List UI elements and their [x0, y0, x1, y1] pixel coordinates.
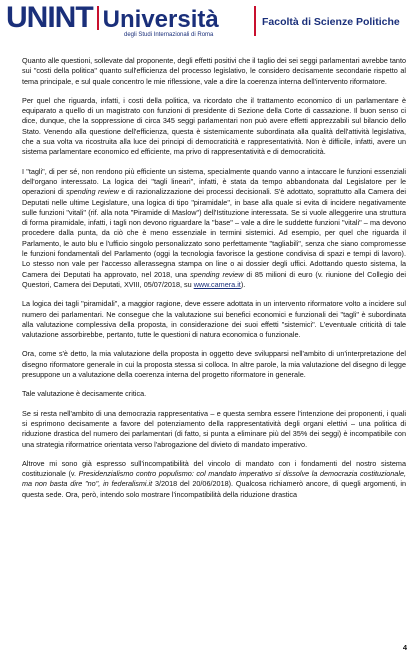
logo-separator [97, 6, 99, 30]
paragraph-3-part-1: I "tagli", di per sé, non rendono più efficiente un sistema, specialmente quando vanno a intaccare le funzioni essenziali dell'organo interessato. La logica dei "tagli lineari", infatti, è stata da tempo abbandonata dal Legislatore per le operazioni di [22, 166, 406, 197]
faculty-name: Facoltà di Scienze Politiche [262, 16, 400, 28]
logo-univ-text: Università [102, 6, 219, 33]
paragraph-8-part-1: Altrove mi sono già espresso sull'incompatibilità del vincolo di mandato con i fondamenti del nostro sistema costituzionale (v. [22, 458, 406, 479]
paragraph-2: Per quel che riguarda, infatti, i costi della politica, va ricordato che il trattamento economico di un parlamentare è equiparato a quello di un magistrato con funzioni di presidente di Sezione della Corte di cassazione. Il buon senso ci dice, dunque, che la soppressione di circa 345 seggi parlamentari non può avere effetti apprezzabili sul bilancio dello Stato. Venendo alla questione dell'efficienza, questa è sistemicamente subordinata alla qualità dell'attività legislativa, che a sua volta va ricostruita alla luce dei principi di democraticità e rappresentatività. Non è difficile, infatti, avere un sistema parlamentare economico ed efficiente, ma privo di rappresentatività e di democraticità. [22, 95, 406, 157]
paragraph-4: La logica dei tagli "piramidali", a maggior ragione, deve essere adottata in un intervento riformatore volto a incidere sul numero dei parlamentari. Ne consegue che la valutazione sui benefici economici e funzionali dei "tagli" è subordinata alla valutazione complessiva della proposta, in considerazione dei suoi effetti "sistemici". L'eventuale criticità di tale valutazione assorbirebbe, pertanto, tutte le questioni di natura economica o funzionale. [22, 299, 406, 340]
citation-title: Presidenzialismo contro populismo: col mandato imperativo si dissolve la democrazia costituzionale, ma non basta dire "no", in federalismi.it [22, 469, 406, 489]
paragraph-3-part-3: di 85 milioni di euro (v. riunione del Collegio dei Questori, Camera dei Deputati, XVIII, 05/07/2018, su [22, 269, 406, 289]
page-number: 4 [402, 643, 407, 652]
italic-term: spending review [190, 269, 244, 279]
header-divider [254, 6, 256, 36]
camera-link[interactable]: www.camera.it [193, 279, 241, 289]
paragraph-6: Tale valutazione è decisamente critica. [22, 389, 147, 399]
document-body [22, 56, 406, 509]
paragraph-3 [22, 167, 406, 291]
paragraph-7: Se si resta nell'ambito di una democrazia rappresentativa – e questa sembra essere l'intenzione dei proponenti, i quali si esprimono decisamente a favore del potenziamento della rappresentatività degli organi elettivi – una politica di riduzione drastica del numero dei parlamentari (di fatto, si punta a eliminare più del 35% dei seggi) è incompatibile con una strategia riformatrice orientata verso l'abrogazione del divieto di mandato imperativo. [22, 408, 406, 449]
paragraph-8 [22, 459, 406, 500]
paragraph-8-part-2: 3/2018 del 20/06/2018). Qualcosa richiamerò ancore, di quegli argomenti, in questa sede. Ora, però, intendo solo mostrare l'incompatibilità della riduzione drastica [22, 479, 407, 499]
paragraph-5: Ora, come s'è detto, la mia valutazione della proposta in oggetto deve svilupparsi nell'ambito di un'interpretazione del disegno riformatore generale in cui la proposta stessa si colloca. In altre parole, la mia valutazione del disegno di legge presuppone un a valutazione della coerenza interna del progetto riformatore in generale. [22, 349, 406, 380]
logo-subtitle: degli Studi Internazionali di Roma [124, 32, 214, 38]
unint-logo [6, 2, 254, 44]
paragraph-3-part-4: ). [240, 279, 246, 289]
paragraph-3-part-2: e di razionalizzazione dei processi decisionali. S'è adottato, soprattutto alla Camera dei Deputati nelle ultime Legislature, una logica di tipo "piramidale", in base alla quale si evita di incidere negativamente sulle funzioni "vitali" (rif. alla nota "Piramide di Maslow") dell'Istituzione interessata. Se si vuole alleggerire una struttura di forma piramidale, infatti, i tagli non devono riguardare la "base" – vale a dire le suddette funzioni "vitali" – ma devono procedere dalla punta, da ciò che è meno essenziale in termini sistemici. Ad esempio, per quel che riguarda il Parlamento, le auto blu e l'ufficio singolo personalizzato sono perfettamente "tagliabili", senza che siano compromesse le funzioni fondamentali del Parlamento (oggi la tecnologia favorisce la gestione condivisa di spazi e tempi di lavoro). Lo stesso non vale per l'accesso allerassegna stampa on line o ai dossier degli uffici. Adottando questo sistema, la Camera dei Deputati ha approvato, nel 2018, una [22, 187, 406, 279]
logo-wordmark [6, 2, 219, 36]
page-header [0, 0, 419, 46]
logo-main-text: UNINT [6, 1, 93, 34]
paragraph-1: Quanto alle questioni, sollevate dal proponente, degli effetti positivi che il taglio dei sei seggi parlamentari avrebbe tanto sui "costi della politica" quanto sull'efficienza del processo legislativo, le considero decisamente secondarie rispetto al tema principale, e sul quale concentro le mie riflessione, vale a dire la coerenza interna dell'intervento riformatore. [22, 56, 406, 86]
italic-term: spending review [66, 187, 119, 197]
